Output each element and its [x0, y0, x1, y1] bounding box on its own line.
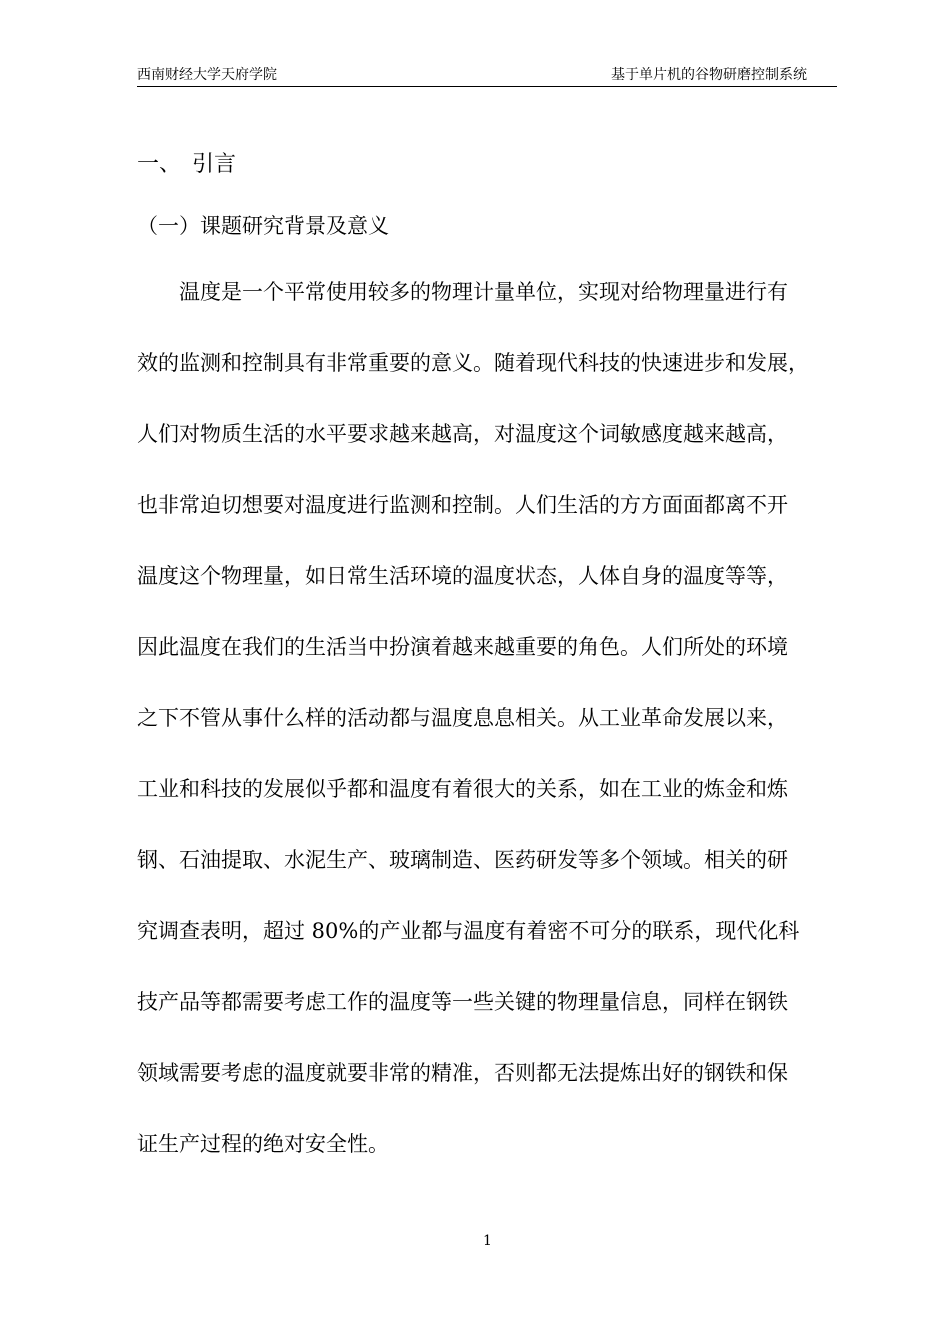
paragraph-line: 人们对物质生活的水平要求越来越高，对温度这个词敏感度越来越高， — [137, 422, 788, 446]
paragraph-line: 也非常迫切想要对温度进行监测和控制。人们生活的方方面面都离不开 — [137, 493, 788, 517]
paragraph-line: 领域需要考虑的温度就要非常的精准，否则都无法提炼出好的钢铁和保 — [137, 1061, 788, 1085]
paragraph-line: 之下不管从事什么样的活动都与温度息息相关。从工业革命发展以来， — [137, 706, 788, 730]
paragraph-line: 证生产过程的绝对安全性。 — [137, 1132, 389, 1156]
paragraph-line: 钢、石油提取、水泥生产、玻璃制造、医药研发等多个领域。相关的研 — [137, 848, 788, 872]
paragraph-line: 温度这个物理量，如日常生活环境的温度状态，人体自身的温度等等， — [137, 564, 788, 588]
header-document-title: 基于单片机的谷物研磨控制系统 — [611, 67, 807, 83]
section-title: 引言 — [192, 152, 237, 177]
page-header — [137, 66, 837, 87]
paragraph-line: 温度是一个平常使用较多的物理计量单位，实现对给物理量进行有 — [179, 280, 788, 304]
paragraph-line: 工业和科技的发展似乎都和温度有着很大的关系，如在工业的炼金和炼 — [137, 777, 788, 801]
paragraph-line: 技产品等都需要考虑工作的温度等一些关键的物理量信息，同样在钢铁 — [137, 990, 788, 1014]
section-number: 一、 — [137, 152, 182, 177]
header-institution: 西南财经大学天府学院 — [137, 67, 277, 83]
section-heading — [137, 150, 236, 180]
page-number: 1 — [483, 1233, 492, 1249]
paragraph-line: 效的监测和控制具有非常重要的意义。随着现代科技的快速进步和发展， — [137, 351, 809, 375]
subsection-heading: （一）课题研究背景及意义 — [137, 214, 389, 238]
paragraph-line: 究调查表明，超过 80%的产业都与温度有着密不可分的联系，现代化科 — [137, 919, 800, 943]
body-paragraph — [137, 272, 837, 1195]
paragraph-line: 因此温度在我们的生活当中扮演着越来越重要的角色。人们所处的环境 — [137, 635, 788, 659]
